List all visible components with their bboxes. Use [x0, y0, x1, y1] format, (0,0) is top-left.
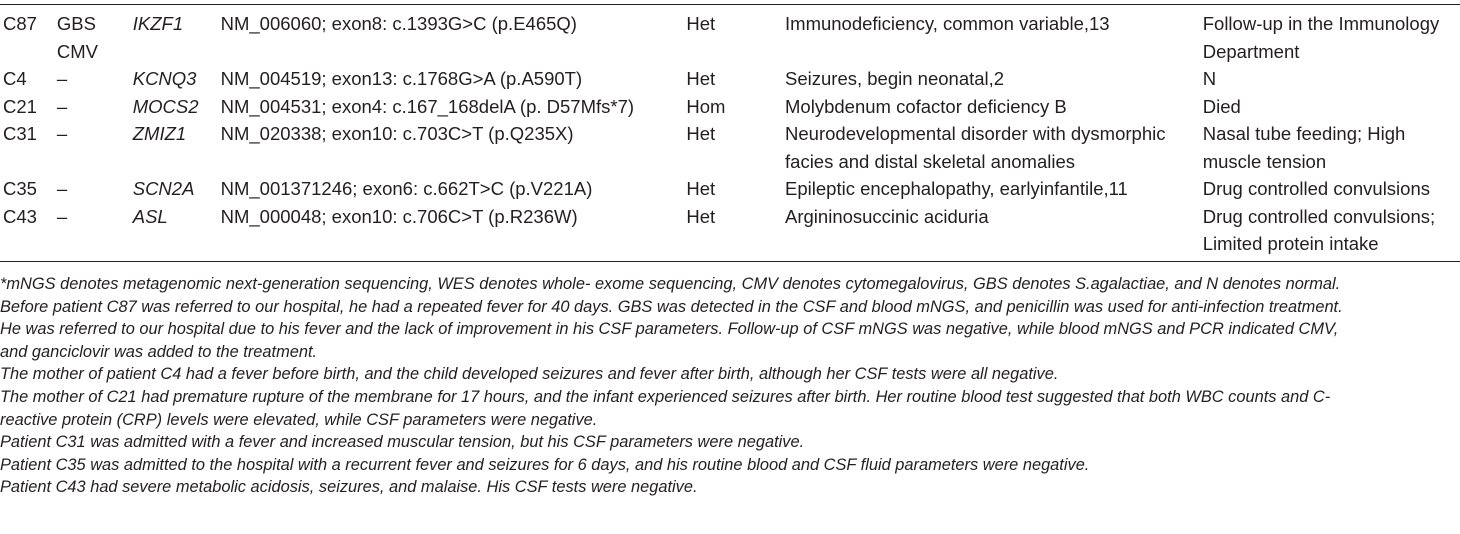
footnote-c87-followup-line2: and ganciclovir was added to the treatment. — [0, 342, 318, 361]
table-footnotes — [0, 273, 1460, 499]
patient-cell: C31 — [3, 123, 37, 144]
variant-cell: NM_004531; exon4: c.167_168delA (p. D57Mfs*7) — [220, 95, 635, 117]
table-row — [0, 175, 1460, 203]
gene-cell: SCN2A — [132, 178, 195, 199]
footnote-c43: Patient C43 had severe metabolic acidosis, seizures, and malaise. His CSF tests were negative. — [0, 478, 698, 497]
outcome-cell: Drug controlled convulsions — [1202, 178, 1430, 199]
zygosity-cell: Het — [686, 123, 716, 144]
table-row — [0, 65, 1460, 93]
patient-cell: C35 — [3, 178, 37, 199]
pathogen-cell — [57, 10, 133, 65]
gene-cell: ZMIZ1 — [132, 123, 187, 144]
zygosity-cell: Het — [686, 178, 716, 199]
pathogen-text: GBS CMV — [56, 13, 99, 62]
outcome-cell: Nasal tube feeding; High muscle tension — [1202, 123, 1406, 172]
footnote-c21-line2: reactive protein (CRP) levels were elevated, while CSF parameters were negative. — [0, 410, 598, 429]
zygosity-cell: Het — [686, 68, 716, 89]
disease-cell: Molybdenum cofactor deficiency B — [785, 95, 1067, 117]
footnote-c87-history: Before patient C87 was referred to our hospital, he had a repeated fever for 40 days. GBS was detected in the CSF and blood mNGS, and penicillin was used for anti-infection treatment. — [0, 297, 1343, 316]
table-row — [0, 203, 1460, 258]
outcome-cell: N — [1202, 68, 1217, 89]
table-top-rule — [0, 4, 1460, 5]
footnote-c87-followup-line1: He was referred to our hospital due to his fever and the lack of improvement in his CSF parameters. Follow-up of CSF mNGS was negative, while blood mNGS and PCR indicated CMV, — [0, 320, 1339, 339]
disease-cell: Immunodeficiency, common variable,13 — [785, 13, 1110, 34]
pathogen-cell: – — [56, 123, 68, 144]
variant-cell: NM_020338; exon10: c.703C>T (p.Q235X) — [220, 123, 574, 144]
gene-cell: ASL — [132, 205, 168, 227]
outcome-cell: Drug controlled convulsions; Limited protein intake — [1202, 205, 1436, 254]
variant-cell: NM_004519; exon13: c.1768G>A (p.A590T) — [220, 68, 583, 89]
footnote-c31: Patient C31 was admitted with a fever and increased muscular tension, but his CSF parameters were negative. — [0, 433, 805, 452]
disease-cell: Neurodevelopmental disorder with dysmorphic facies and distal skeletal anomalies — [785, 123, 1166, 172]
variant-table — [0, 10, 1460, 258]
outcome-cell: Died — [1202, 95, 1241, 117]
patient-cell: C43 — [3, 205, 37, 227]
pathogen-cell: – — [56, 68, 68, 89]
patient-cell: C4 — [3, 68, 27, 89]
zygosity-cell: Het — [686, 205, 716, 227]
zygosity-cell: Hom — [686, 95, 726, 117]
disease-cell: Epileptic encephalopathy, earlyinfantile,11 — [785, 178, 1128, 199]
variant-cell: NM_001371246; exon6: c.662T>C (p.V221A) — [220, 178, 593, 199]
table-bottom-rule — [0, 261, 1460, 262]
table-row — [0, 10, 1460, 65]
patient-cell: C87 — [3, 13, 37, 34]
table-row — [0, 120, 1460, 175]
footnote-c21-line1: The mother of C21 had premature rupture of the membrane for 17 hours, and the infant experienced seizures after birth. Her routine blood test suggested that both WBC counts and C- — [0, 387, 1331, 406]
disease-cell: Seizures, begin neonatal,2 — [785, 68, 1005, 89]
footnote-c35: Patient C35 was admitted to the hospital with a recurrent fever and seizures for 6 days, and his routine blood and CSF fluid parameters were negative. — [0, 455, 1090, 474]
gene-cell: MOCS2 — [132, 95, 199, 117]
footnote-abbreviations: *mNGS denotes metagenomic next-generation sequencing, WES denotes whole- exome sequencing, CMV denotes cytomegalovirus, GBS denotes S.agalactiae, and N denotes normal. — [0, 275, 1341, 293]
gene-cell: IKZF1 — [132, 13, 184, 34]
patient-cell: C21 — [3, 95, 37, 117]
disease-cell: Argininosuccinic aciduria — [785, 205, 989, 227]
variant-cell: NM_000048; exon10: c.706C>T (p.R236W) — [220, 205, 578, 227]
pathogen-cell: – — [56, 205, 68, 227]
pathogen-cell: – — [56, 95, 68, 117]
gene-cell: KCNQ3 — [132, 68, 197, 89]
pathogen-cell: – — [56, 178, 68, 199]
footnote-c4: The mother of patient C4 had a fever before birth, and the child developed seizures and fever after birth, although her CSF tests were all negative. — [0, 365, 1059, 384]
zygosity-cell: Het — [686, 13, 716, 34]
table-row — [0, 93, 1460, 121]
variant-cell: NM_006060; exon8: c.1393G>C (p.E465Q) — [220, 13, 577, 34]
outcome-cell: Follow-up in the Immunology Department — [1202, 13, 1440, 62]
